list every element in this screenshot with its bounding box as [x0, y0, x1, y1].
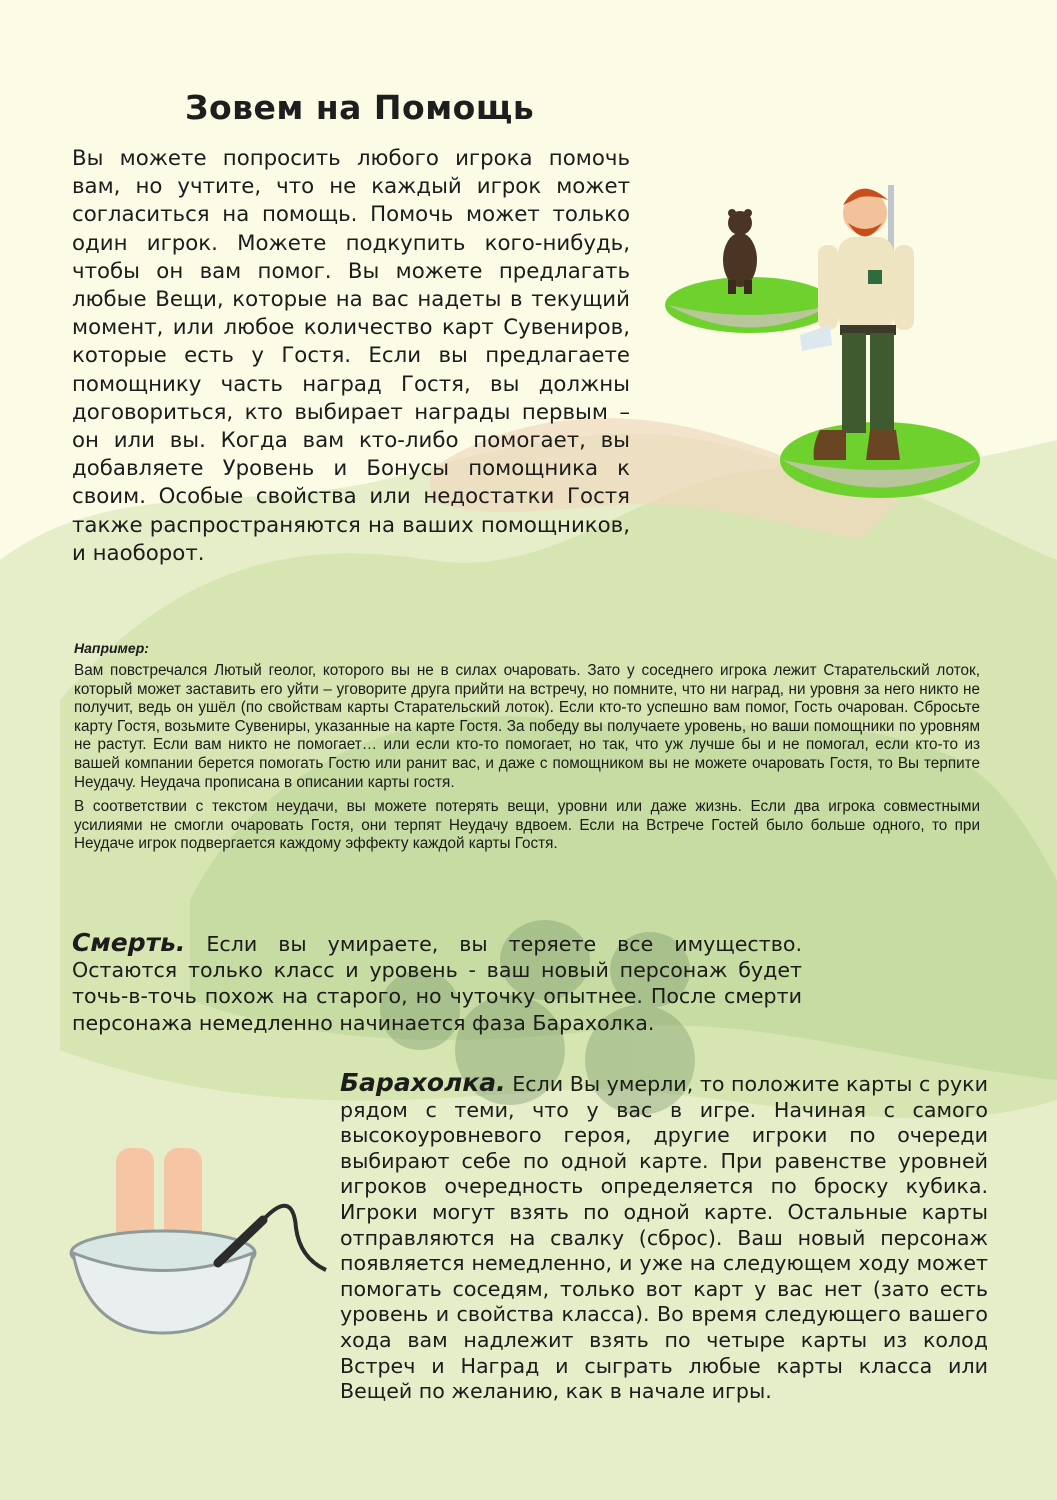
death-heading: Смерть. — [72, 928, 186, 957]
intro-paragraph: Вы можете попросить любого игрока помочь вам, но учтите, что не каждый игрок может согласиться на помощь. Помочь может только один игрок. Можете подкупить кого-нибудь, чтобы он вам помог. Вы можете предлагать любые Вещи, которые на вас надеты в текущий момент, или любое количество карт Сувениров, которые есть у Гостя. Если вы предлагаете помощнику часть наград Гостя, вы должны договориться, кто выбирает награды первым – он или вы. Когда вам кто-либо помогает, вы добавляете Уровень и Бонусы помощника к своим. Особые свойства или недостатки Гостя также распространяются на ваших помощников, и наоборот. — [72, 146, 630, 566]
death-text: Если вы умираете, вы теряете все имущество. Остаются только класс и уровень - ваш новый персонаж будет точь-в-точь похож на старого, но чуточку опытнее. После смерти персонажа немедленно начинается фаза Барахолка. — [72, 932, 802, 1035]
geologist-illustration — [660, 175, 990, 505]
bazaar-text: Если Вы умерли, то положите карты с руки рядом с теми, что у вас в игре. Начиная с самого высокоуровневого героя, другие игроки по очереди выбирают себе по одной карте. При равенстве уровней игроков очередность определяется по броску кубика. Игроки могут взять по одной карте. Остальные карты отправляются на свалку (сброс). Ваш новый персонаж появляется немедленно, и уже на следующем ходу может помогать соседям, только вот карт у вас нет (зато есть уровень и свойства класса). Во время следующего вашего хода вам надлежит взять по четыре карты из колод Встреч и Наград и сыграть любые карты класса или Вещей по желанию, как в начале игры. — [340, 1072, 988, 1404]
bazaar-heading: Барахолка. — [340, 1068, 506, 1097]
example-label: Например: — [74, 640, 149, 656]
example-paragraph-1: Вам повстречался Лютый геолог, которого вы не в силах очаровать. Зато у соседнего игрока лежит Старательский лоток, который может заставить его уйти – уговорите друга прийти на встречу, но помните, что ни наград, ни уровня за него никто не получит, ведь он ушёл (по свойствам карты Старательский лоток). Если кто-то успешно вам помог, Гость очарован. Сбросьте карту Гостя, возьмите Сувениры, указанные на карте Гостя. За победу вы получаете уровень, но ваши помощники по уровням не растут. Если вам никто не помогает… или если кто-то помогает, но так, что уж лучше бы и не помогал, если кто-то из вашей компании берется помогать Гостю или ранит вас, и даже с помощником вы не можете очаровать Гостя, то Вы терпите Неудачу. Неудача прописана в описании карты гостя. — [74, 662, 980, 791]
bear-icon — [723, 209, 757, 294]
death-section — [72, 930, 802, 1036]
page-title: Зовем на Помощь — [185, 88, 535, 127]
example-paragraph-2: В соответствии с текстом неудачи, вы можете потерять вещи, уровни или даже жизнь. Если два игрока совместными усилиями не смогли очаровать Гостя, они терпят Неудачу вдвоем. Если на Встрече Гостей было больше одного, то при Неудаче игрок подвергается каждому эффекту каждой карты Гостя. — [74, 798, 980, 853]
example-block — [74, 662, 980, 860]
geologist-character — [800, 185, 914, 460]
basin-illustration — [68, 1148, 336, 1338]
bazaar-section — [340, 1070, 988, 1405]
